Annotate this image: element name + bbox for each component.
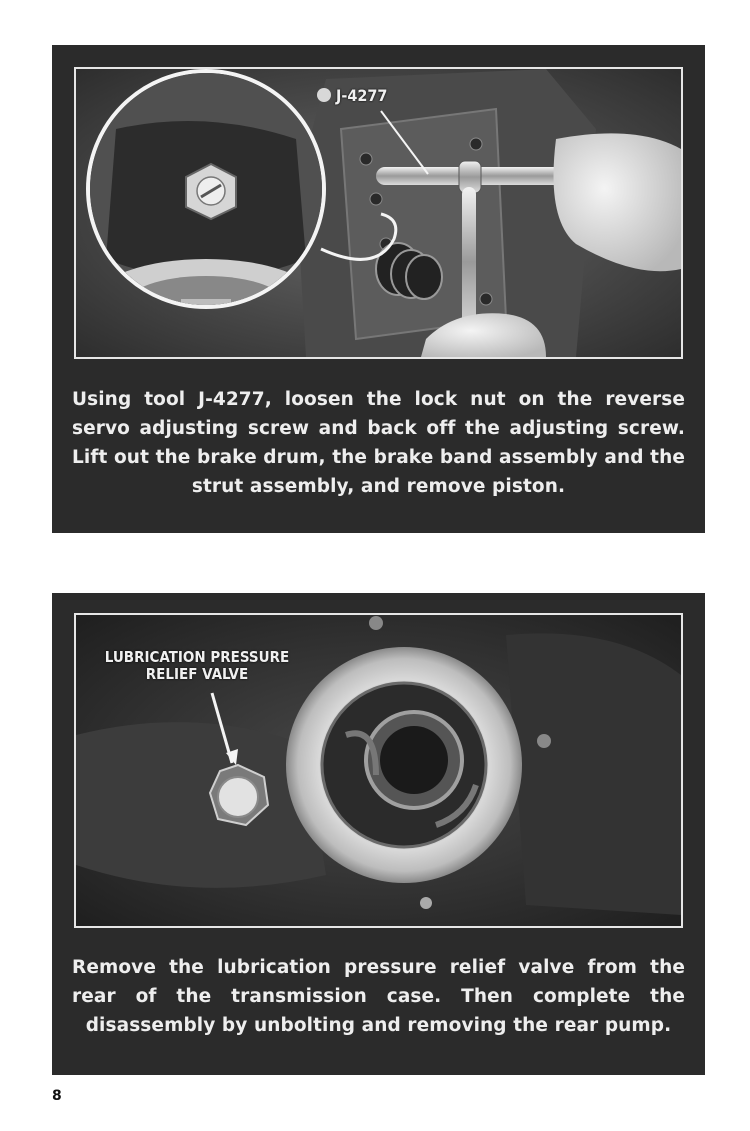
figure-panel-relief-valve <box>52 593 705 1075</box>
figure-caption: Remove the lubrication pressure relief valve from the rear of the transmission case. Then complete the disassembly by unbolting and removing the rear pump. <box>72 957 685 1036</box>
tool-callout-label: J-4277 <box>336 86 388 105</box>
relief-valve-callout-label: LUBRICATION PRESSURE RELIEF VALVE <box>104 648 290 684</box>
figure-caption: Using tool J-4277, loosen the lock nut on the reverse servo adjusting screw and back off the adjusting screw. Lift out the brake drum, the brake band assembly and the strut assembly, and remove piston. <box>72 389 685 497</box>
photo-reverse-servo-adjustment <box>74 67 683 359</box>
page-number: 8 <box>52 1088 62 1104</box>
photo-relief-valve-removal <box>74 613 683 928</box>
reverse-servo-photo-illustration <box>76 69 681 357</box>
callout-dot <box>317 88 331 102</box>
figure-panel-reverse-servo <box>52 45 705 533</box>
